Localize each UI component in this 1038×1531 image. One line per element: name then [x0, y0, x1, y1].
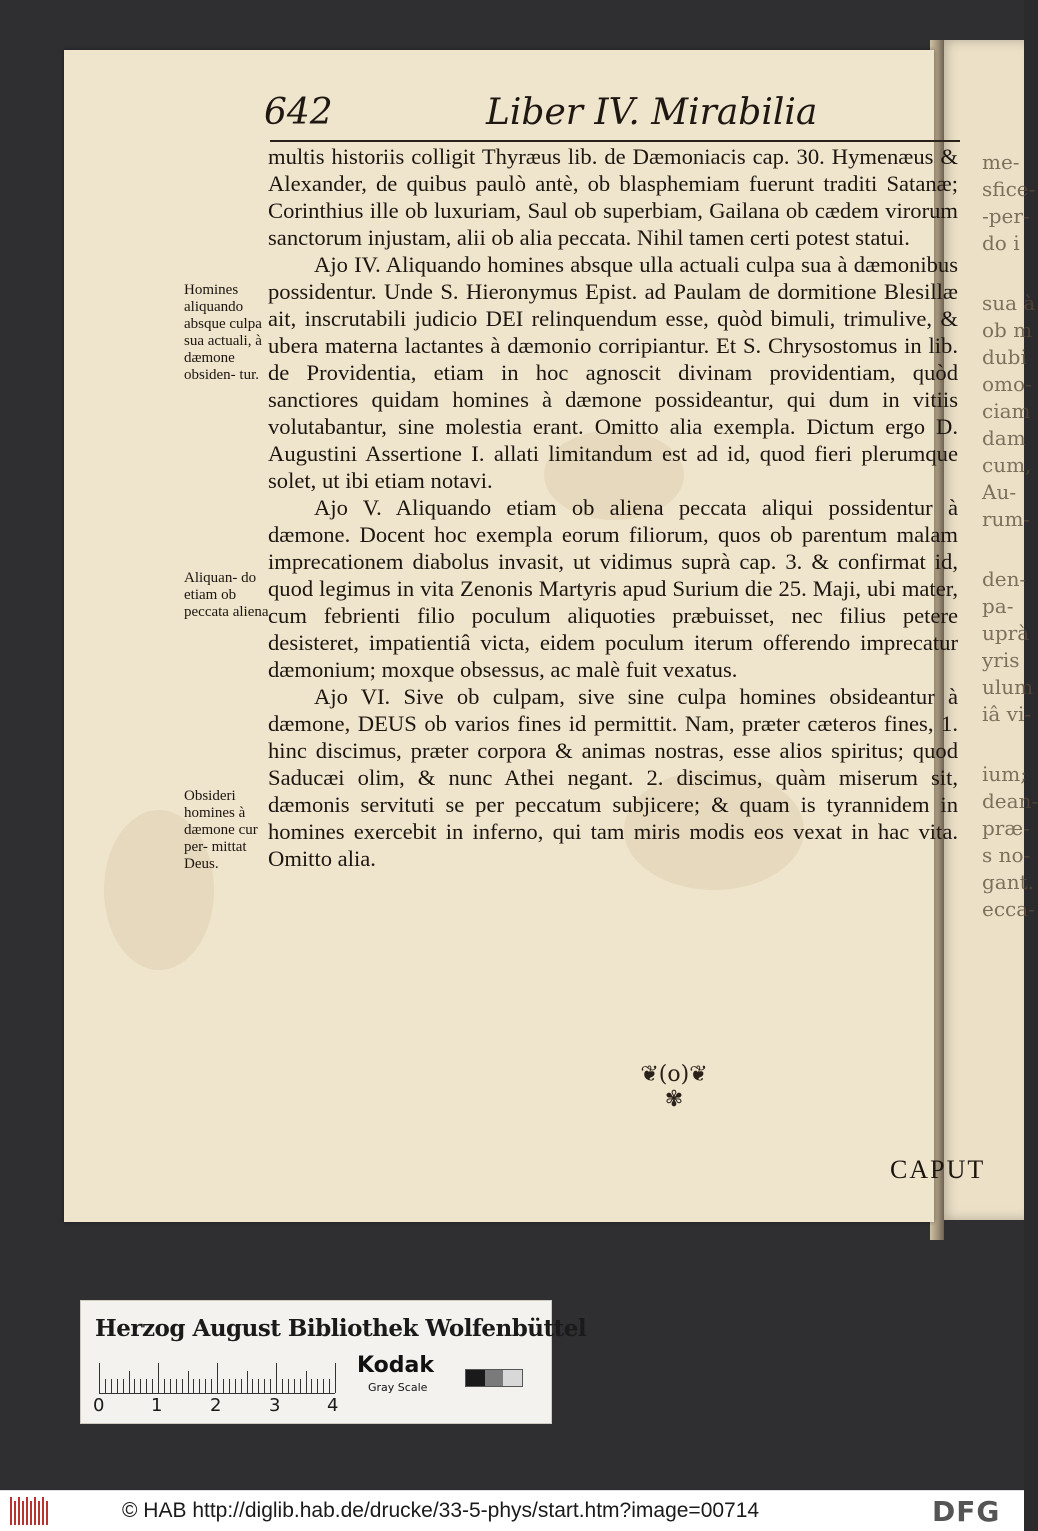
marginal-note-1: Homines aliquando absque culpa sua actuali, à dæmone obsiden- tur. — [184, 282, 262, 383]
ruler-tick — [176, 1379, 177, 1393]
ruler-tick — [105, 1379, 106, 1393]
ruler-tick — [164, 1379, 165, 1393]
facing-page-fragment: ecca- — [982, 897, 1035, 921]
facing-page-fragment: yris — [982, 648, 1020, 672]
ruler-tick — [264, 1379, 265, 1393]
ruler-tick — [199, 1379, 200, 1393]
ruler-tick — [276, 1363, 277, 1393]
viewer-footer — [0, 1490, 1024, 1531]
ruler-tick — [223, 1379, 224, 1393]
facing-page-fragment: ium; — [982, 762, 1027, 786]
ruler-tick — [99, 1363, 100, 1393]
logo-bar — [34, 1497, 36, 1525]
ruler-tick — [335, 1363, 336, 1393]
library-color-card — [80, 1300, 587, 1424]
ruler-tick — [258, 1379, 259, 1393]
ruler-tick — [146, 1379, 147, 1393]
ruler-tick — [158, 1363, 159, 1393]
ruler-tick — [117, 1379, 118, 1393]
facing-page-fragment: sfice- — [982, 177, 1036, 201]
ruler-tick — [235, 1379, 236, 1393]
paragraph-4: Ajo VI. Sive ob culpam, sive sine culpa homines obsideantur à dæmone, DEUS ob varios fines id permittit. Nam, præter cæteros fines, 1. hinc discimus, præter corpora & animas nostras, esse alios spiritus; quod Saducæi olim, & nunc Athei negant. 2. discimus, quàm miserum sit, dæmonis servituti se per peccatum subjicere; & quam is tyrannidem in homines exercebit in inferno, qui tam miris modis eos vexat in hac vita. Omitto alia. — [268, 684, 958, 871]
ruler-tick — [252, 1379, 253, 1393]
page-number: 642 — [264, 92, 333, 133]
facing-page-fragment: dam — [982, 426, 1026, 450]
ruler-tick — [188, 1371, 189, 1393]
ruler-tick — [317, 1379, 318, 1393]
marginal-note-2: Aliquan- do etiam ob peccata aliena. — [184, 570, 273, 620]
ruler-tick — [300, 1379, 301, 1393]
paragraph-2: Ajo IV. Aliquando homines absque ulla actuali culpa sua à dæmonibus possidentur. Unde S. Hieronymus Epist. ad Paulam de dormitione Blesillæ ait, inscrutabili judicio DEI relinquendum esse, quòd bimuli, trimulive, & ubera materna lactantes à dæmonio corripiantur. Et S. Chrysostomus in lib. de Providentia, etiam in hoc agnoscit divinam providentiam, quòd sanctiores quidam homines à dæmone possideantur, qui dum in vitiis volutabantur, sine molestia erant. Omitto alia exempla. Dictum ergo D. Augustini Assertione I. allati limitandum est ad id, quod fieri plerumque solet, ut ibi etiam notavi. — [268, 252, 958, 493]
facing-page-fragment: omo- — [982, 372, 1032, 396]
logo-bar — [38, 1501, 40, 1525]
logo-bar — [22, 1501, 24, 1525]
ruler-tick — [270, 1379, 271, 1393]
gray-scale-label: Gray Scale — [368, 1381, 428, 1394]
facing-page-fragment: uprà — [982, 621, 1030, 645]
ruler-tick — [323, 1379, 324, 1393]
ruler-tick — [193, 1379, 194, 1393]
hab-logo-bars — [10, 1497, 50, 1525]
library-name: Herzog August Bibliothek Wolfenbüttel — [95, 1315, 587, 1342]
running-header — [264, 92, 954, 142]
paragraph-3: Ajo V. Aliquando etiam ob aliena peccata aliqui possidentur à dæmone. Docent hoc exempla eorum filiorum, quos ob parentum malam imprecationem diabolus invasit, ut vidimus suprà cap. 3. & confirmat id, quod legimus in vita Zenonis Martyris apud Surium die 25. Maji, ubi mater, cum febrienti filio poculum aliquoties præbuisset, nec filius petere desisteret, impatientiâ victa, eidem poculum iterum offerendo imprecatur dæmonium; moxque obsessus, ac malè fuit vexatus. — [268, 495, 958, 682]
catchword: CAPUT — [890, 1155, 986, 1184]
dfg-logo: DFG — [932, 1495, 1001, 1528]
ruler-tick — [205, 1379, 206, 1393]
ruler-tick — [152, 1379, 153, 1393]
facing-page-fragment: ciam — [982, 399, 1031, 423]
facing-page-fragment: s no- — [982, 843, 1031, 867]
ruler-tick — [211, 1379, 212, 1393]
facing-page-fragment: præ- — [982, 816, 1030, 840]
running-title: Liber IV. Mirabilia — [486, 92, 818, 133]
logo-bar — [14, 1501, 16, 1525]
ruler-tick — [140, 1379, 141, 1393]
ruler-tick — [241, 1379, 242, 1393]
measurement-ruler — [99, 1363, 335, 1394]
facing-page-fragment: ulum — [982, 675, 1034, 699]
kodak-logo: Kodak — [357, 1353, 434, 1378]
ruler-tick — [182, 1379, 183, 1393]
header-rule — [270, 140, 960, 142]
ruler-tick — [329, 1379, 330, 1393]
main-text-block — [268, 143, 958, 872]
facing-page-fragment: do i — [982, 231, 1020, 255]
logo-bar — [46, 1501, 48, 1525]
logo-bar — [26, 1497, 28, 1525]
copyright-link[interactable]: © HAB http://diglib.hab.de/drucke/33-5-phys/start.htm?image=00714 — [122, 1499, 760, 1522]
facing-page-fragment: cum, — [982, 453, 1032, 477]
marginal-note-3: Obsideri homines à dæmone cur per- mittat Deus. — [184, 788, 258, 872]
facing-page-fragment: sua à — [982, 291, 1036, 315]
facing-page-fragment: ob m — [982, 318, 1033, 342]
swatch-light — [503, 1370, 522, 1386]
logo-bar — [30, 1501, 32, 1525]
book-page — [64, 50, 986, 1222]
ruler-tick — [247, 1371, 248, 1393]
swatch-mid — [485, 1370, 504, 1386]
ruler-tick — [170, 1379, 171, 1393]
gray-swatches — [465, 1369, 523, 1387]
facing-page-fragment: pa- — [982, 594, 1014, 618]
logo-bar — [18, 1497, 20, 1525]
logo-bar — [10, 1497, 12, 1525]
ruler-tick — [282, 1379, 283, 1393]
facing-page-fragment: Au- — [982, 480, 1017, 504]
ruler-numbers: 0 1 2 3 4 — [93, 1395, 339, 1416]
paragraph-1: multis historiis colligit Thyræus lib. de Dæmoniacis cap. 30. Hymenæus & Alexander, de quibus paulò antè, ob blasphemiam fuerunt traditi Satanæ; Corinthius ille ob luxuriam, Saul ob superbiam, Gailana ob cædem virorum sanctorum injustam, alii ob alia peccata. Nihil tamen certi potest statui. — [268, 144, 958, 250]
facing-page-fragment: -per- — [982, 204, 1030, 228]
facing-page-fragment: dubi — [982, 345, 1027, 369]
ruler-tick — [306, 1371, 307, 1393]
facing-page-fragment: dean- — [982, 789, 1038, 813]
ruler-tick — [217, 1363, 218, 1393]
ruler-tick — [129, 1371, 130, 1393]
ruler-tick — [123, 1379, 124, 1393]
facing-page-fragment: den- — [982, 567, 1027, 591]
ruler-tick — [229, 1379, 230, 1393]
facing-page-fragment: me- — [982, 150, 1020, 174]
facing-page-fragment: iâ vi- — [982, 702, 1032, 726]
printer-ornament: ❦(o)❦ ✾ — [640, 1062, 708, 1112]
ruler-tick — [111, 1379, 112, 1393]
ruler-tick — [288, 1379, 289, 1393]
ruler-tick — [134, 1379, 135, 1393]
facing-page-fragment: gant. — [982, 870, 1035, 894]
facing-page-fragment: rum- — [982, 507, 1031, 531]
logo-bar — [42, 1497, 44, 1525]
ruler-tick — [311, 1379, 312, 1393]
ruler-tick — [294, 1379, 295, 1393]
swatch-dark — [466, 1370, 485, 1386]
